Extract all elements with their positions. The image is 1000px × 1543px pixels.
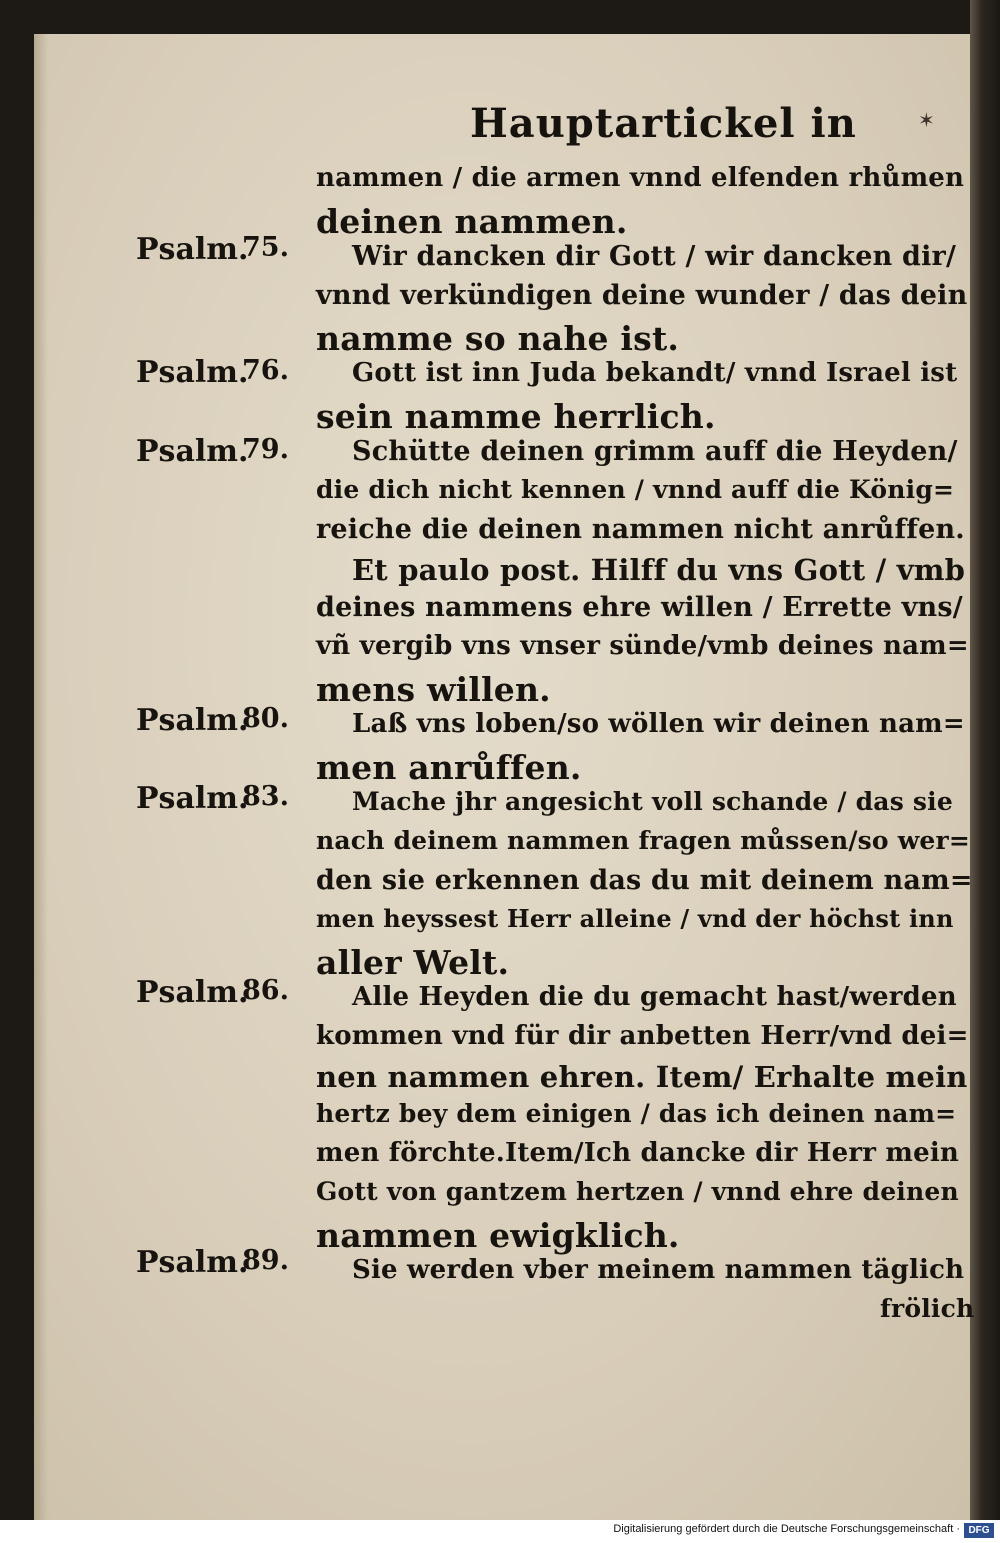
margin-ref: [136, 434, 289, 469]
ref-book: Psalm.: [136, 975, 249, 1010]
catchword: frölich: [880, 1294, 975, 1323]
dfg-logo: DFG: [964, 1523, 994, 1538]
page-gutter-shadow: [34, 34, 48, 1520]
ref-number: 86.: [242, 975, 289, 1006]
text-line: Schütte deinen grimm auff die Heyden/: [352, 436, 958, 467]
text-line: hertz bey dem einigen / das ich deinen nam=: [316, 1099, 957, 1128]
text-line: den sie erkennen das du mit deinem nam=: [316, 865, 973, 896]
margin-ref: [136, 703, 289, 738]
ref-number: 79.: [242, 434, 289, 465]
text-line: Mache jhr angesicht voll schande / das sie: [352, 787, 953, 816]
text-line: aller Welt.: [316, 943, 510, 982]
footer-credit: Digitalisierung gefördert durch die Deutsche Forschungsgemeinschaft ·: [613, 1523, 960, 1535]
margin-ref: [136, 975, 289, 1010]
ref-book: Psalm.: [136, 434, 249, 469]
footer-banner: [0, 1520, 1000, 1543]
text-line: Wir dancken dir Gott / wir dancken dir/: [352, 241, 957, 272]
text-line: sein namme herrlich.: [316, 397, 716, 436]
text-line: nach deinem nammen fragen můssen/so wer=: [316, 826, 971, 855]
text-line: Alle Heyden die du gemacht hast/werden: [352, 982, 957, 1012]
text-line: nammen ewigklich.: [316, 1216, 680, 1255]
ref-book: Psalm.: [136, 781, 249, 816]
text-line: Gott von gantzem hertzen / vnnd ehre deinen: [316, 1177, 959, 1206]
book-edge: [970, 0, 1000, 1520]
ref-book: Psalm.: [136, 232, 249, 267]
ornament-mark: ✶: [918, 108, 935, 132]
text-line: namme so nahe ist.: [316, 319, 680, 358]
text-line: nammen / die armen vnnd elfenden rhůmen: [316, 163, 965, 193]
margin-ref: [136, 355, 289, 390]
text-line: reiche die deinen nammen nicht anrůffen.: [316, 514, 965, 545]
text-line: mens willen.: [316, 670, 551, 709]
margin-ref: [136, 232, 289, 267]
ref-number: 75.: [242, 232, 289, 263]
text-line: men heyssest Herr alleine / vnd der höchst inn: [316, 904, 954, 933]
text-line: die dich nicht kennen / vnnd auff die König=: [316, 475, 955, 504]
ref-book: Psalm.: [136, 703, 249, 738]
text-line: Sie werden vber meinem nammen täglich: [352, 1255, 965, 1285]
text-line: vnnd verkündigen deine wunder / das dein: [316, 280, 968, 311]
text-line: kommen vnd für dir anbetten Herr/vnd dei=: [316, 1021, 969, 1051]
ref-book: Psalm.: [136, 355, 249, 390]
text-line: deinen nammen.: [316, 202, 628, 241]
running-head: Hauptartickel in: [470, 100, 857, 147]
ref-number: 89.: [242, 1245, 289, 1276]
text-line: men anrůffen.: [316, 748, 582, 787]
text-line: vñ vergib vns vnser sünde/vmb deines nam=: [316, 631, 969, 661]
margin-ref: [136, 1245, 289, 1280]
ref-number: 80.: [242, 703, 289, 734]
text-line: Laß vns loben/so wöllen wir deinen nam=: [352, 709, 965, 739]
ref-number: 76.: [242, 355, 289, 386]
text-line: nen nammen ehren. Item/ Erhalte mein: [316, 1060, 968, 1094]
margin-ref: [136, 781, 289, 816]
text-line: Gott ist inn Juda bekandt/ vnnd Israel ist: [352, 358, 958, 388]
ref-number: 83.: [242, 781, 289, 812]
text-line: deines nammens ehre willen / Errette vns/: [316, 592, 963, 623]
text-line: Et paulo post. Hilff du vns Gott / vmb: [352, 553, 966, 587]
ref-book: Psalm.: [136, 1245, 249, 1280]
text-line: men förchte.Item/Ich dancke dir Herr mein: [316, 1138, 960, 1168]
